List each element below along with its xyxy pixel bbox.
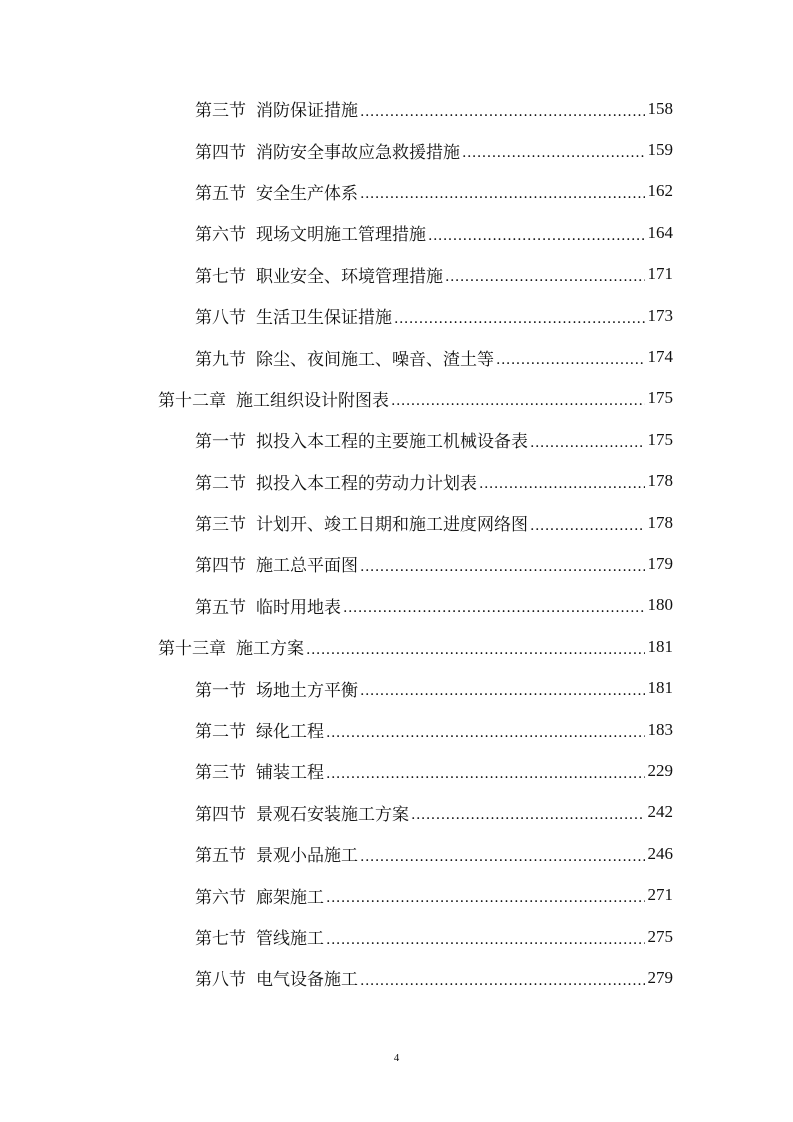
toc-entry-number: 第二节 xyxy=(195,722,246,743)
dot-leader xyxy=(530,432,645,452)
toc-entry-page: 181 xyxy=(647,678,673,698)
toc-entry-number: 第九节 xyxy=(195,349,246,370)
dot-leader xyxy=(326,722,645,742)
toc-section-entry[interactable] xyxy=(0,709,793,750)
toc-section-entry[interactable] xyxy=(0,833,793,874)
toc-entry-title: 消防保证措施 xyxy=(256,101,358,122)
toc-section-entry[interactable] xyxy=(0,88,793,129)
toc-entry-title: 铺装工程 xyxy=(256,763,324,784)
toc-section-entry[interactable] xyxy=(0,750,793,791)
toc-entry-title: 绿化工程 xyxy=(256,722,324,743)
toc-entry-number: 第八节 xyxy=(195,970,246,991)
dot-leader xyxy=(360,101,645,121)
dot-leader xyxy=(479,473,645,493)
toc-section-entry[interactable] xyxy=(0,585,793,626)
dot-leader xyxy=(326,887,645,907)
toc-entry-page: 173 xyxy=(647,305,673,325)
toc-section-entry[interactable] xyxy=(0,295,793,336)
toc-entry-page: 242 xyxy=(647,802,673,822)
toc-entry-number: 第三节 xyxy=(195,515,246,536)
dot-leader xyxy=(343,597,645,617)
toc-entry-page: 180 xyxy=(647,595,673,615)
dot-leader xyxy=(360,970,645,990)
toc-entry-page: 229 xyxy=(647,760,673,780)
toc-section-entry[interactable] xyxy=(0,129,793,170)
dot-leader xyxy=(394,308,645,328)
toc-section-entry[interactable] xyxy=(0,916,793,957)
dot-leader xyxy=(462,142,645,162)
dot-leader xyxy=(428,225,645,245)
toc-section-entry[interactable] xyxy=(0,957,793,998)
toc-entry-number: 第一节 xyxy=(195,432,246,453)
toc-entry-number: 第一节 xyxy=(195,680,246,701)
toc-section-entry[interactable] xyxy=(0,667,793,708)
toc-entry-title: 电气设备施工 xyxy=(256,970,358,991)
toc-entry-title: 职业安全、环境管理措施 xyxy=(256,266,443,287)
dot-leader xyxy=(360,680,645,700)
dot-leader xyxy=(326,763,645,783)
toc-entry-number: 第五节 xyxy=(195,183,246,204)
dot-leader xyxy=(326,929,645,949)
toc-entry-page: 162 xyxy=(647,181,673,201)
toc-entry-number: 第六节 xyxy=(195,887,246,908)
toc-entry-number: 第五节 xyxy=(195,846,246,867)
toc-chapter-entry[interactable] xyxy=(0,626,793,667)
toc-section-entry[interactable] xyxy=(0,336,793,377)
toc-entry-title: 生活卫生保证措施 xyxy=(256,308,392,329)
toc-entry-title: 拟投入本工程的劳动力计划表 xyxy=(256,473,477,494)
toc-entry-page: 178 xyxy=(647,512,673,532)
toc-entry-title: 拟投入本工程的主要施工机械设备表 xyxy=(256,432,528,453)
dot-leader xyxy=(411,804,645,824)
toc-entry-page: 183 xyxy=(647,719,673,739)
toc-entry-title: 施工总平面图 xyxy=(256,556,358,577)
dot-leader xyxy=(360,846,645,866)
toc-entry-title: 施工组织设计附图表 xyxy=(236,390,389,411)
toc-entry-title: 景观石安装施工方案 xyxy=(256,804,409,825)
dot-leader xyxy=(496,349,645,369)
dot-leader xyxy=(360,183,645,203)
toc-entry-number: 第三节 xyxy=(195,763,246,784)
toc-entry-number: 第十二章 xyxy=(158,390,226,411)
toc-entry-title: 安全生产体系 xyxy=(256,183,358,204)
toc-entry-title: 景观小品施工 xyxy=(256,846,358,867)
toc-entry-title: 临时用地表 xyxy=(256,597,341,618)
page-number: 4 xyxy=(393,1052,400,1064)
toc-entry-title: 现场文明施工管理措施 xyxy=(256,225,426,246)
toc-section-entry[interactable] xyxy=(0,419,793,460)
dot-leader xyxy=(530,515,645,535)
dot-leader xyxy=(306,639,645,659)
toc-chapter-entry[interactable] xyxy=(0,378,793,419)
toc-section-entry[interactable] xyxy=(0,874,793,915)
toc-entry-page: 159 xyxy=(647,140,673,160)
toc-entry-page: 181 xyxy=(647,636,673,656)
toc-entry-page: 275 xyxy=(647,926,673,946)
toc-entry-number: 第三节 xyxy=(195,101,246,122)
toc-entry-number: 第七节 xyxy=(195,266,246,287)
toc-entry-title: 消防安全事故应急救援措施 xyxy=(256,142,460,163)
toc-entry-page: 175 xyxy=(647,388,673,408)
toc-entry-number: 第五节 xyxy=(195,597,246,618)
toc-entry-page: 246 xyxy=(647,843,673,863)
toc-entry-number: 第六节 xyxy=(195,225,246,246)
toc-entry-page: 175 xyxy=(647,429,673,449)
toc-entry-title: 除尘、夜间施工、噪音、渣土等 xyxy=(256,349,494,370)
toc-entry-number: 第十三章 xyxy=(158,639,226,660)
toc-entry-page: 174 xyxy=(647,347,673,367)
toc-entry-page: 279 xyxy=(647,967,673,987)
dot-leader xyxy=(445,266,645,286)
toc-entry-page: 158 xyxy=(647,98,673,118)
toc-entry-number: 第四节 xyxy=(195,142,246,163)
toc-section-entry[interactable] xyxy=(0,792,793,833)
toc-entry-page: 178 xyxy=(647,471,673,491)
toc-entry-title: 场地土方平衡 xyxy=(256,680,358,701)
dot-leader xyxy=(391,390,645,410)
toc-entry-number: 第二节 xyxy=(195,473,246,494)
toc-entry-page: 179 xyxy=(647,553,673,573)
toc-section-entry[interactable] xyxy=(0,502,793,543)
toc-section-entry[interactable] xyxy=(0,543,793,584)
toc-entry-title: 廊架施工 xyxy=(256,887,324,908)
toc-entry-page: 164 xyxy=(647,222,673,242)
toc-entry-page: 271 xyxy=(647,885,673,905)
dot-leader xyxy=(360,556,645,576)
toc-entry-title: 计划开、竣工日期和施工进度网络图 xyxy=(256,515,528,536)
toc-entry-number: 第四节 xyxy=(195,804,246,825)
toc-entry-title: 施工方案 xyxy=(236,639,304,660)
toc-entry-page: 171 xyxy=(647,264,673,284)
toc-section-entry[interactable] xyxy=(0,212,793,253)
toc-entry-number: 第七节 xyxy=(195,929,246,949)
toc-entry-title: 管线施工 xyxy=(256,929,324,949)
toc-entry-number: 第八节 xyxy=(195,308,246,329)
toc-section-entry[interactable] xyxy=(0,461,793,502)
table-of-contents xyxy=(0,88,793,999)
toc-section-entry[interactable] xyxy=(0,254,793,295)
toc-entry-number: 第四节 xyxy=(195,556,246,577)
toc-section-entry[interactable] xyxy=(0,171,793,212)
